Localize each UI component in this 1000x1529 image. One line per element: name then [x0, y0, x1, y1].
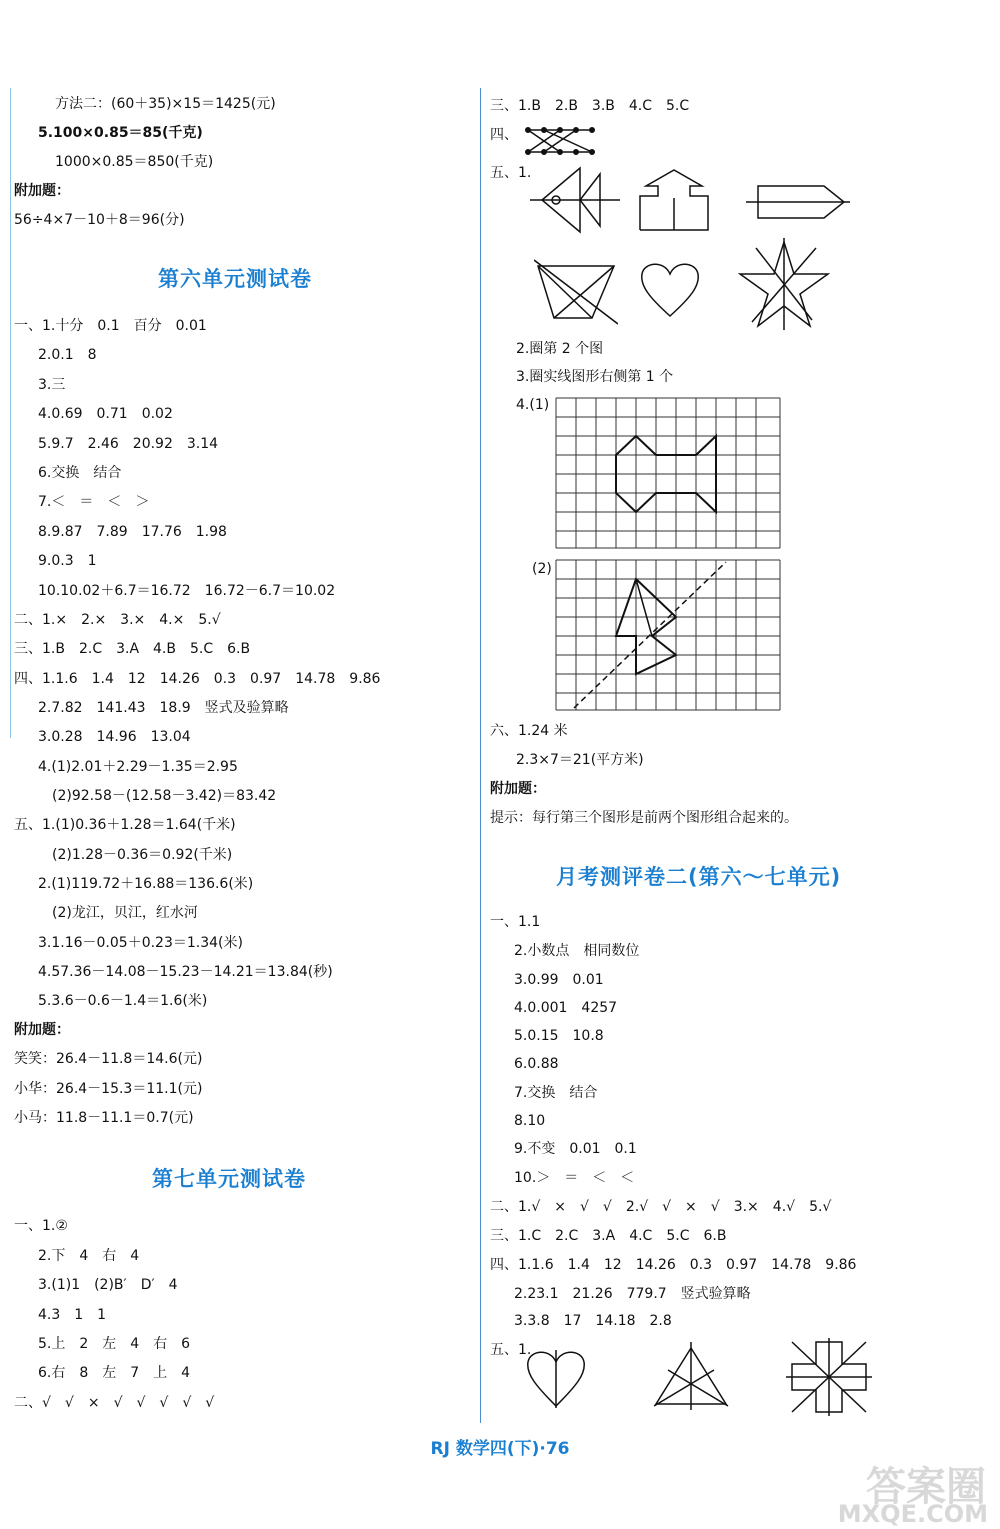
heart-figure-2: [522, 1346, 590, 1408]
text-line: 2.圈第 2 个图: [516, 341, 604, 357]
text-line: 四、: [490, 127, 518, 143]
grid-figure-1: [554, 396, 784, 552]
cross-pattern-figure: [786, 1338, 872, 1416]
heart-figure: [638, 258, 702, 320]
text-line: 6.0.88: [514, 1056, 559, 1072]
text-line: 2.3×7＝21(平方米): [516, 752, 644, 768]
text-line: 6.交换 结合: [38, 465, 122, 481]
text-line: 三、1.B 2.C 3.A 4.B 5.C 6.B: [14, 641, 251, 657]
text-line: 四、1.1.6 1.4 12 14.26 0.3 0.97 14.78 9.86: [490, 1257, 857, 1273]
text-line: 9.不变 0.01 0.1: [514, 1141, 637, 1157]
text-line: 7.交换 结合: [514, 1085, 598, 1101]
text-line: 五、1.(1)0.36＋1.28＝1.64(千米): [14, 817, 236, 833]
text-line: 三、1.B 2.B 3.B 4.C 5.C: [490, 98, 690, 114]
text-line: 3.0.28 14.96 13.04: [38, 729, 191, 745]
triangle-figure: [652, 1342, 730, 1412]
page-footer: RJ 数学四(下)·76: [430, 1439, 570, 1459]
text-line: 3.1.16－0.05＋0.23＝1.34(米): [38, 935, 243, 951]
text-line: (2)1.28－0.36＝0.92(千米): [52, 847, 233, 863]
text-line: 2.下 4 右 4: [38, 1248, 140, 1264]
text-line: 8.10: [514, 1113, 546, 1129]
grid-figure-2: [554, 558, 784, 714]
text-line: 3.0.99 0.01: [514, 972, 604, 988]
text-line: 5.上 2 左 4 右 6: [38, 1336, 191, 1352]
text-line: 3.3.8 17 14.18 2.8: [514, 1313, 672, 1329]
text-line: 小马：11.8－11.1＝0.7(元): [14, 1110, 194, 1126]
text-line: 3.圈实线图形右侧第 1 个: [516, 369, 674, 385]
text-line: (2): [532, 561, 552, 577]
text-line: 5.100×0.85＝85(千克): [38, 125, 203, 141]
text-line: 2.(1)119.72＋16.88＝136.6(米): [38, 876, 254, 892]
section-title: 第七单元测试卷: [152, 1167, 306, 1191]
text-line: 附加题：: [14, 183, 70, 199]
left-margin-line: [10, 88, 11, 738]
text-line: 二、1.√ × √ √ 2.√ √ × √ 3.× 4.√ 5.√: [490, 1199, 832, 1215]
text-line: 五、1.: [490, 165, 532, 181]
text-line: 六、1.24 米: [490, 723, 568, 739]
text-line: 8.9.87 7.89 17.76 1.98: [38, 524, 227, 540]
section-title: 第六单元测试卷: [158, 267, 312, 291]
text-line: 4.57.36－14.08－15.23－14.21＝13.84(秒): [38, 964, 333, 980]
watermark-logo: 答案圈: [866, 1464, 986, 1510]
text-line: 4.(1)2.01＋2.29－1.35＝2.95: [38, 759, 238, 775]
text-line: 4.0.69 0.71 0.02: [38, 406, 173, 422]
text-line: 7.＜ ＝ ＜ ＞: [38, 494, 150, 510]
arrow-house-figure: [636, 168, 716, 234]
watermark-url: MXQE.COM: [837, 1500, 988, 1528]
text-line: 三、1.C 2.C 3.A 4.C 5.C 6.B: [490, 1228, 727, 1244]
text-line: 5.3.6－0.6－1.4＝1.6(米): [38, 993, 208, 1009]
section-title: 月考测评卷二(第六～七单元): [556, 865, 842, 889]
text-line: 4.0.001 4257: [514, 1000, 618, 1016]
text-line: 3.(1)1 (2)B′ D′ 4: [38, 1277, 178, 1293]
text-line: 笑笑：26.4－11.8＝14.6(元): [14, 1051, 203, 1067]
text-line: 5.0.15 10.8: [514, 1028, 604, 1044]
text-line: 1000×0.85＝850(千克): [55, 154, 214, 170]
text-line: 3.三: [38, 377, 66, 393]
text-line: 附加题：: [490, 781, 546, 797]
text-line: 56÷4×7－10＋8＝96(分): [14, 212, 185, 228]
star-figure: [738, 238, 830, 330]
text-line: 五、1.: [490, 1342, 532, 1358]
text-line: 四、1.1.6 1.4 12 14.26 0.3 0.97 14.78 9.86: [14, 671, 381, 687]
text-line: 4.(1): [516, 397, 550, 413]
text-line: 小华：26.4－15.3＝11.1(元): [14, 1081, 203, 1097]
fish-symmetry-figure: [530, 162, 620, 242]
text-line: 2.23.1 21.26 779.7 竖式验算略: [514, 1286, 751, 1302]
text-line: 5.9.7 2.46 20.92 3.14: [38, 436, 219, 452]
text-line: 10.10.02＋6.7＝16.72 16.72－6.7＝10.02: [38, 583, 336, 599]
text-line: 6.右 8 左 7 上 4: [38, 1365, 191, 1381]
text-line: 9.0.3 1: [38, 553, 97, 569]
column-divider: [480, 88, 481, 1423]
text-line: (2)龙江，贝江，红水河: [52, 905, 198, 921]
text-line: 10.＞ ＝ ＜ ＜: [514, 1170, 635, 1186]
text-line: 一、1.十分 0.1 百分 0.01: [14, 318, 207, 334]
text-line: 4.3 1 1: [38, 1307, 107, 1323]
text-line: 2.7.82 141.43 18.9 竖式及验算略: [38, 700, 289, 716]
text-line: 2.0.1 8: [38, 347, 97, 363]
text-line: 一、1.1: [490, 914, 541, 930]
text-line: 附加题：: [14, 1022, 70, 1038]
text-line: 提示：每行第三个图形是前两个图形组合起来的。: [490, 810, 798, 826]
text-line: 方法二：(60＋35)×15＝1425(元): [55, 96, 276, 112]
text-line: (2)92.58－(12.58－3.42)＝83.42: [52, 788, 277, 804]
matching-lines-figure: [522, 124, 598, 158]
pencil-figure: [746, 180, 850, 224]
rhombus-star-figure: [534, 258, 618, 326]
text-line: 二、1.× 2.× 3.× 4.× 5.√: [14, 612, 221, 628]
text-line: 一、1.②: [14, 1218, 68, 1234]
text-line: 2.小数点 相同数位: [514, 943, 640, 959]
text-line: 二、√ √ × √ √ √ √ √: [14, 1395, 215, 1411]
